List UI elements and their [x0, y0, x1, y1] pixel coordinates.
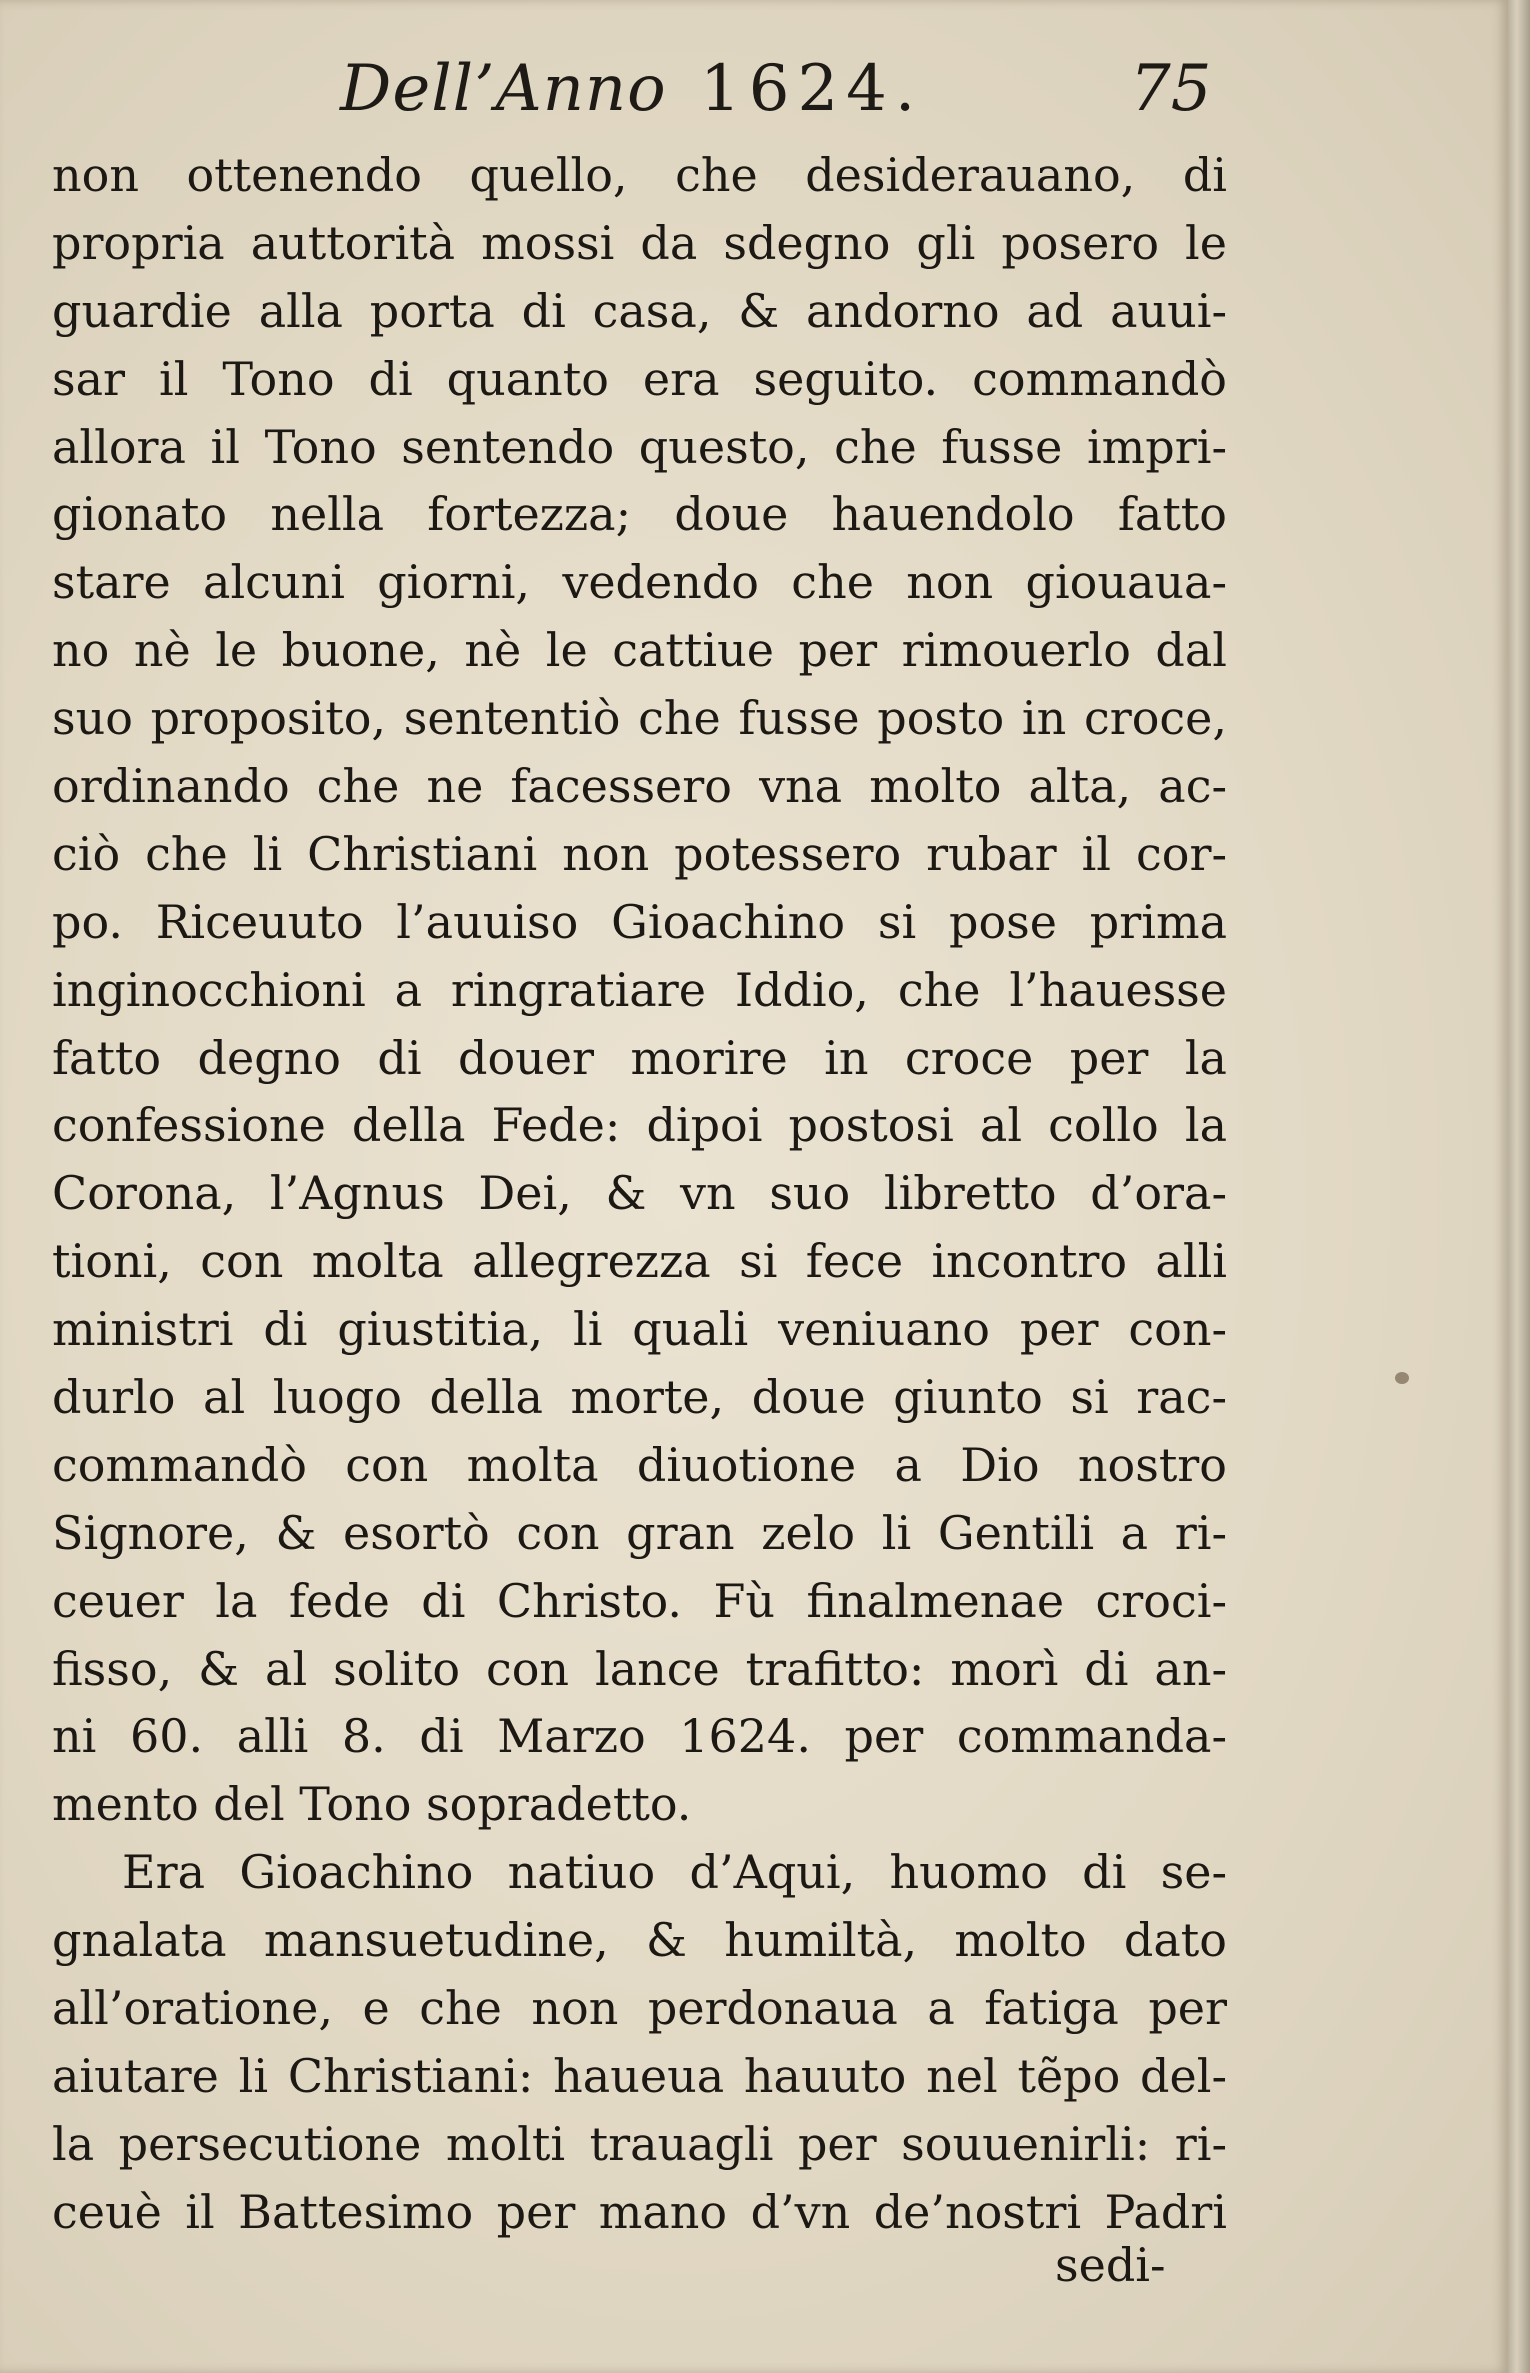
text-line: ordinando che ne facessero vna molto alta, ac- — [52, 759, 1227, 814]
header-year: 1624. — [700, 52, 924, 126]
text-line: stare alcuni giorni, vedendo che non giouaua- — [52, 555, 1227, 610]
page-edge — [1508, 0, 1530, 2373]
text-line: confessione della Fede: dipoi postosi al collo la — [52, 1098, 1227, 1153]
body-text — [52, 142, 1227, 2247]
text-line: propria auttorità mossi da sdegno gli posero le — [52, 215, 1227, 270]
text-line: Corona, l’Agnus Dei, & vn suo libretto d’ora- — [52, 1166, 1227, 1221]
paragraph-start-line: Era Gioachino natiuo d’Aqui, huomo di se- — [122, 1845, 1227, 1900]
text-line: durlo al luogo della morte, doue giunto si rac- — [52, 1370, 1227, 1425]
text-line: ciò che li Christiani non potessero rubar il cor- — [52, 826, 1227, 881]
text-line: Signore, & esortò con gran zelo li Gentili a ri- — [52, 1505, 1227, 1560]
running-title: Dell’Anno — [340, 52, 667, 126]
text-line: sar il Tono di quanto era seguito. commandò — [52, 351, 1227, 406]
text-line: ministri di giustitia, li quali veniuano per con- — [52, 1302, 1227, 1357]
text-line: gnalata mansuetudine, & humiltà, molto dato — [52, 1913, 1227, 1968]
page-header — [340, 52, 1240, 142]
page-number: 75 — [1130, 52, 1212, 126]
catchword: sedi- — [1055, 2238, 1166, 2292]
text-line: po. Riceuuto l’auuiso Gioachino si pose prima — [52, 894, 1227, 949]
text-line: gionato nella fortezza; doue hauendolo fatto — [52, 487, 1227, 542]
text-line: no nè le buone, nè le cattiue per rimouerlo dal — [52, 623, 1227, 678]
text-line: suo proposito, sententiò che fusse posto in croce, — [52, 691, 1227, 746]
paragraph-end-line: mento del Tono sopradetto. — [52, 1777, 692, 1832]
text-line: all’oratione, e che non perdonaua a fatiga per — [52, 1981, 1227, 2036]
text-line: inginocchioni a ringratiare Iddio, che l’hauesse — [52, 962, 1227, 1017]
text-line: fisso, & al solito con lance trafitto: morì di an- — [52, 1641, 1227, 1696]
text-line: tioni, con molta allegrezza si fece incontro alli — [52, 1234, 1227, 1289]
text-line: guardie alla porta di casa, & andorno ad auui- — [52, 283, 1227, 338]
text-line: ceuè il Battesimo per mano d’vn de’nostri Padri — [52, 2184, 1227, 2239]
ink-stain — [1395, 1372, 1409, 1384]
text-line: la persecutione molti trauagli per souuenirli: ri- — [52, 2116, 1227, 2171]
text-line: fatto degno di douer morire in croce per la — [52, 1030, 1227, 1085]
text-line: non ottenendo quello, che desiderauano, di — [52, 148, 1227, 202]
text-line: ceuer la fede di Christo. Fù finalmenae croci- — [52, 1573, 1227, 1628]
text-line: commandò con molta diuotione a Dio nostro — [52, 1437, 1227, 1492]
text-line: aiutare li Christiani: haueua hauuto nel tẽpo del- — [52, 2048, 1227, 2103]
text-line: ni 60. alli 8. di Marzo 1624. per commanda- — [52, 1709, 1227, 1764]
text-line: allora il Tono sentendo questo, che fusse impri- — [52, 419, 1227, 474]
